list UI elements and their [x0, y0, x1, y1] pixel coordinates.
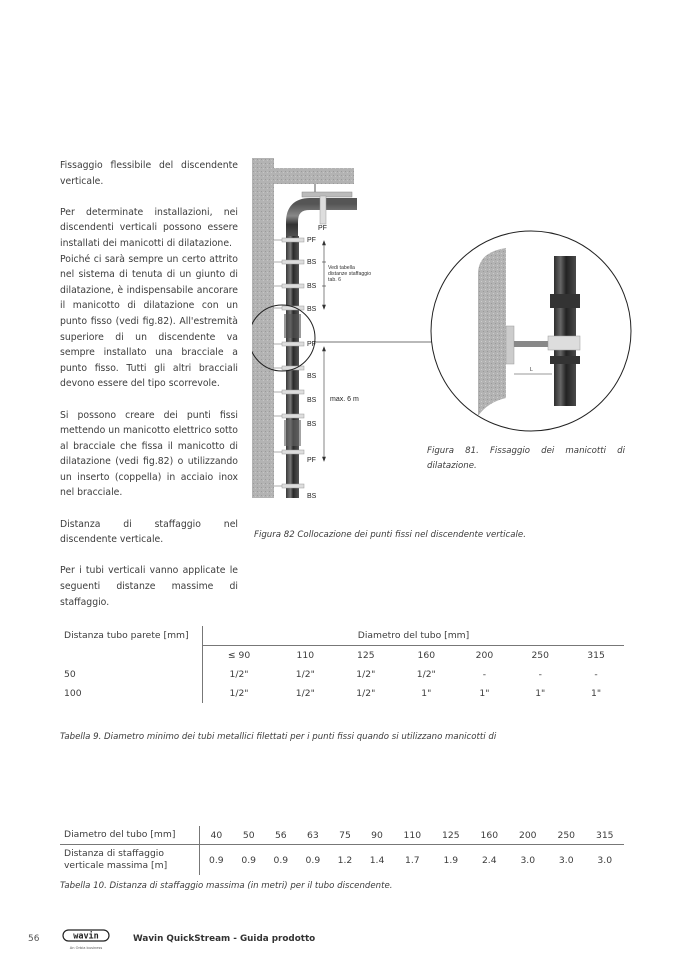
- table-10-caption: Tabella 10. Distanza di staffaggio massima (in metri) per il tubo discendente.: [60, 881, 393, 891]
- table-row: [60, 626, 624, 646]
- table-row: 100 1/2" 1/2" 1/2" 1" 1" 1" 1": [60, 684, 624, 703]
- table-row: 50 1/2" 1/2" 1/2" 1/2" - - -: [60, 665, 624, 684]
- svg-text:An Orbia business: An Orbia business: [69, 946, 103, 950]
- svg-text:BS: BS: [307, 306, 317, 313]
- figure-81-caption: Figura 81. Fissaggio dei manicotti di dilatazione.: [427, 446, 625, 471]
- table-9-caption: Tabella 9. Diametro minimo dei tubi metallici filettati per i punti fissi quando si utilizzano manicotti di: [60, 732, 497, 742]
- row-header: Distanza tubo parete [mm]: [60, 626, 203, 646]
- page-number: 56: [28, 934, 40, 944]
- svg-text:BS: BS: [307, 259, 317, 266]
- table-9: [60, 626, 624, 703]
- heading-flexible-fixing: Fissaggio flessibile del discendente verticale.: [60, 160, 238, 187]
- svg-text:BS: BS: [307, 283, 317, 290]
- figure-81-detail: [426, 226, 636, 436]
- svg-text:tab. 6: tab. 6: [328, 277, 341, 283]
- heading-bracket-distance: Distanza di staffaggio nel discendente verticale.: [60, 518, 238, 546]
- paragraph-friction: Poiché ci sarà sempre un certo attrito nel sistema di tenuta di un giunto di dilatazione, è indispensabile ancorare il manicotto di dilatazione con un punto fisso (vedi fig.82). All'estremità superiore di un discendente va sempre installato una bracciale a punto fisso. Tutti gli altri bracciali devono essere del tipo scorrevole.: [60, 253, 238, 390]
- body-text: [60, 158, 238, 626]
- svg-text:distanze staffaggio: distanze staffaggio: [328, 271, 372, 277]
- max-distance-label: max. 6 m: [330, 396, 359, 403]
- paragraph-vertical-pipes: Per i tubi verticali vanno applicate le seguenti distanze massime di staffaggio.: [60, 565, 238, 608]
- svg-text:wavin: wavin: [73, 931, 99, 942]
- dimension-l-label: L: [530, 367, 533, 373]
- paragraph-expansion-sockets: Per determinate installazioni, nei discendenti verticali possono essere installati dei manicotti di dilatazione.: [60, 206, 238, 249]
- svg-text:BS: BS: [307, 373, 317, 380]
- svg-text:BS: BS: [307, 397, 317, 404]
- paragraph-fixed-points: Si possono creare dei punti fissi mettendo un manicotto elettrico sotto al bracciale che fissa il manicotto di dilatazione (vedi fig.82) o utilizzando un inserto (coppella) in acciaio inox nel bracciale.: [60, 409, 238, 499]
- group-header: Diametro del tubo [mm]: [203, 626, 625, 646]
- svg-text:PF: PF: [307, 341, 316, 348]
- svg-text:PF: PF: [307, 237, 316, 244]
- document-title: Wavin QuickStream - Guida prodotto: [133, 934, 316, 944]
- figure-82-caption: Figura 82 Collocazione dei punti fissi nel discendente verticale.: [254, 530, 526, 540]
- table-10: [60, 826, 624, 875]
- table-row: Distanza di staffaggio verticale massima [m] 0.9 0.9 0.9 0.9 1.2 1.4 1.7 1.9 2.4 3.0 3.0 3.0: [60, 845, 624, 876]
- table-row: Diametro del tubo [mm] 40 50 56 63 75 90 110 125 160 200 250 315: [60, 826, 624, 845]
- svg-text:Vedi tabella: Vedi tabella: [328, 265, 355, 271]
- label-pf-top: PF: [318, 225, 327, 232]
- wavin-logo: [62, 929, 110, 953]
- svg-text:BS: BS: [307, 493, 317, 500]
- table-row: ≤ 90 110 125 160 200 250 315: [60, 646, 624, 666]
- svg-text:BS: BS: [307, 421, 317, 428]
- figure-82-diagram: [252, 158, 432, 523]
- svg-text:PF: PF: [307, 457, 316, 464]
